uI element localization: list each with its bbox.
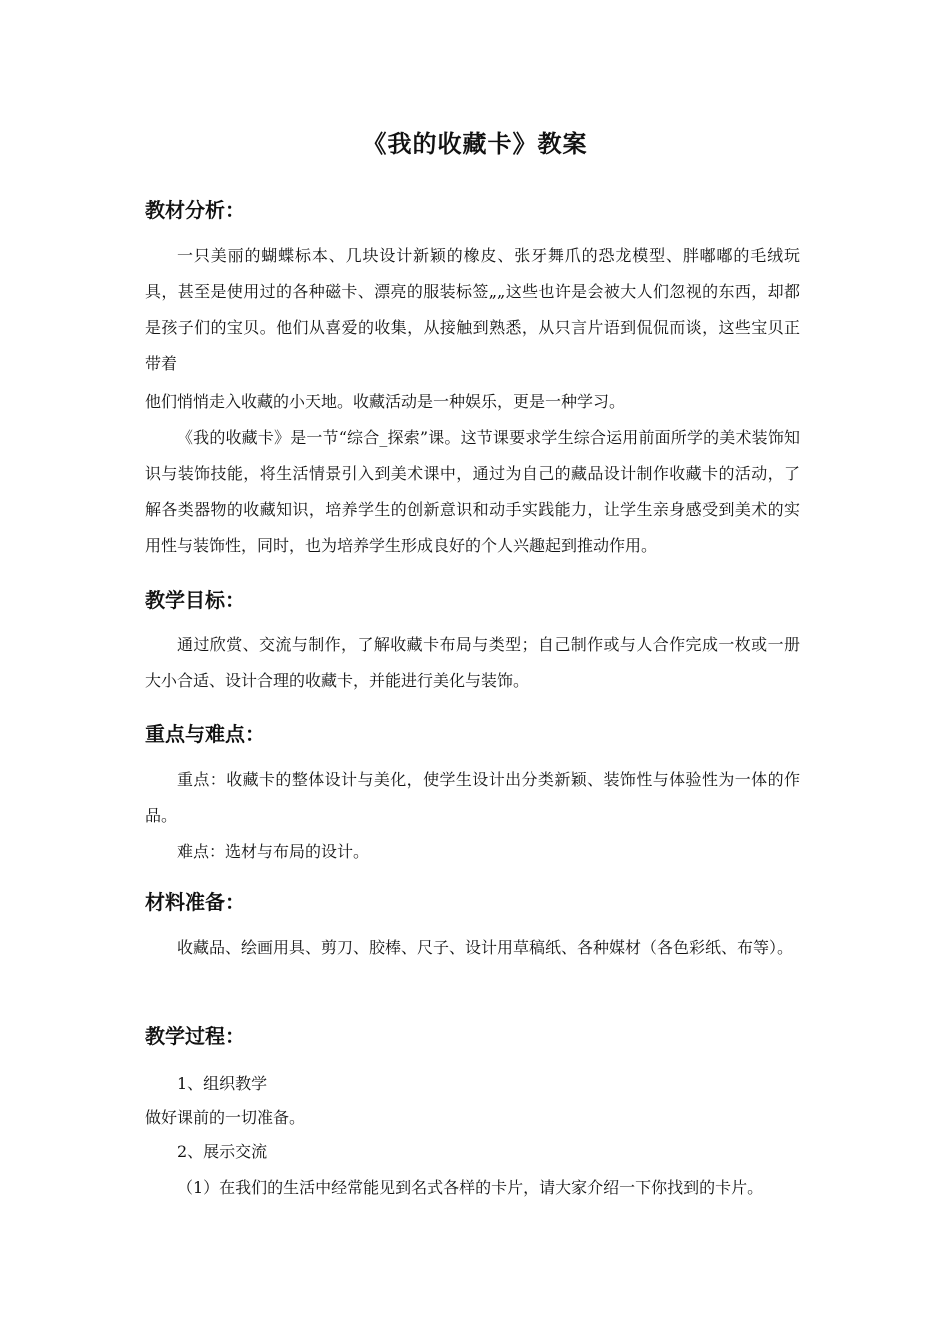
heading-goals: 教学目标： [145, 588, 245, 612]
materials-paragraph: 收藏品、绘画用具、剪刀、胶棒、尺子、设计用草稿纸、各种媒材（各色彩纸、布等）。 [177, 938, 794, 957]
process-step-1-text: 做好课前的一切准备。 [145, 1108, 306, 1127]
analysis-paragraph-1-continued: 他们悄悄走入收藏的小天地。收藏活动是一种娱乐，更是一种学习。 [145, 392, 626, 411]
heading-key-points: 重点与难点： [145, 722, 265, 746]
heading-process: 教学过程： [145, 1024, 245, 1048]
process-step-2: 2、展示交流 [177, 1142, 268, 1161]
process-step-2-sub-1: （1）在我们的生活中经常能见到名式各样的卡片，请大家介绍一下你找到的卡片。 [177, 1178, 764, 1197]
key-point-paragraph: 重点：收藏卡的整体设计与美化，使学生设计出分类新颖、装饰性与体验性为一体的作品。 [145, 770, 800, 825]
analysis-paragraph-2: 《我的收藏卡》是一节“综合_探索”课。这节课要求学生综合运用前面所学的美术装饰知识与装饰技能，将生活情景引入到美术课中，通过为自己的藏品设计制作收藏卡的活动，了解各类器物的收藏知识，培养学生的创新意识和动手实践能力，让学生亲身感受到美术的实用性与装饰性，同时，也为培养学生形成良好的个人兴趣起到推动作用。 [145, 428, 800, 555]
analysis-paragraph-1: 一只美丽的蝴蝶标本、几块设计新颖的橡皮、张牙舞爪的恐龙模型、胖嘟嘟的毛绒玩具，甚至是使用过的各种磁卡、漂亮的服装标签„„这些也许是会被大人们忽视的东西，却都是孩子们的宝贝。他们从喜爱的收集，从接触到熟悉，从只言片语到侃侃而谈，这些宝贝正带着 [145, 246, 800, 373]
document-title: 《我的收藏卡》教案 [362, 130, 588, 158]
difficulty-paragraph: 难点：选材与布局的设计。 [177, 842, 370, 861]
heading-materials: 材料准备： [145, 890, 245, 914]
heading-analysis: 教材分析： [145, 198, 245, 222]
goals-paragraph: 通过欣赏、交流与制作，了解收藏卡布局与类型；自己制作或与人合作完成一枚或一册大小合适、设计合理的收藏卡，并能进行美化与装饰。 [145, 635, 800, 690]
process-step-1: 1、组织教学 [177, 1074, 268, 1093]
